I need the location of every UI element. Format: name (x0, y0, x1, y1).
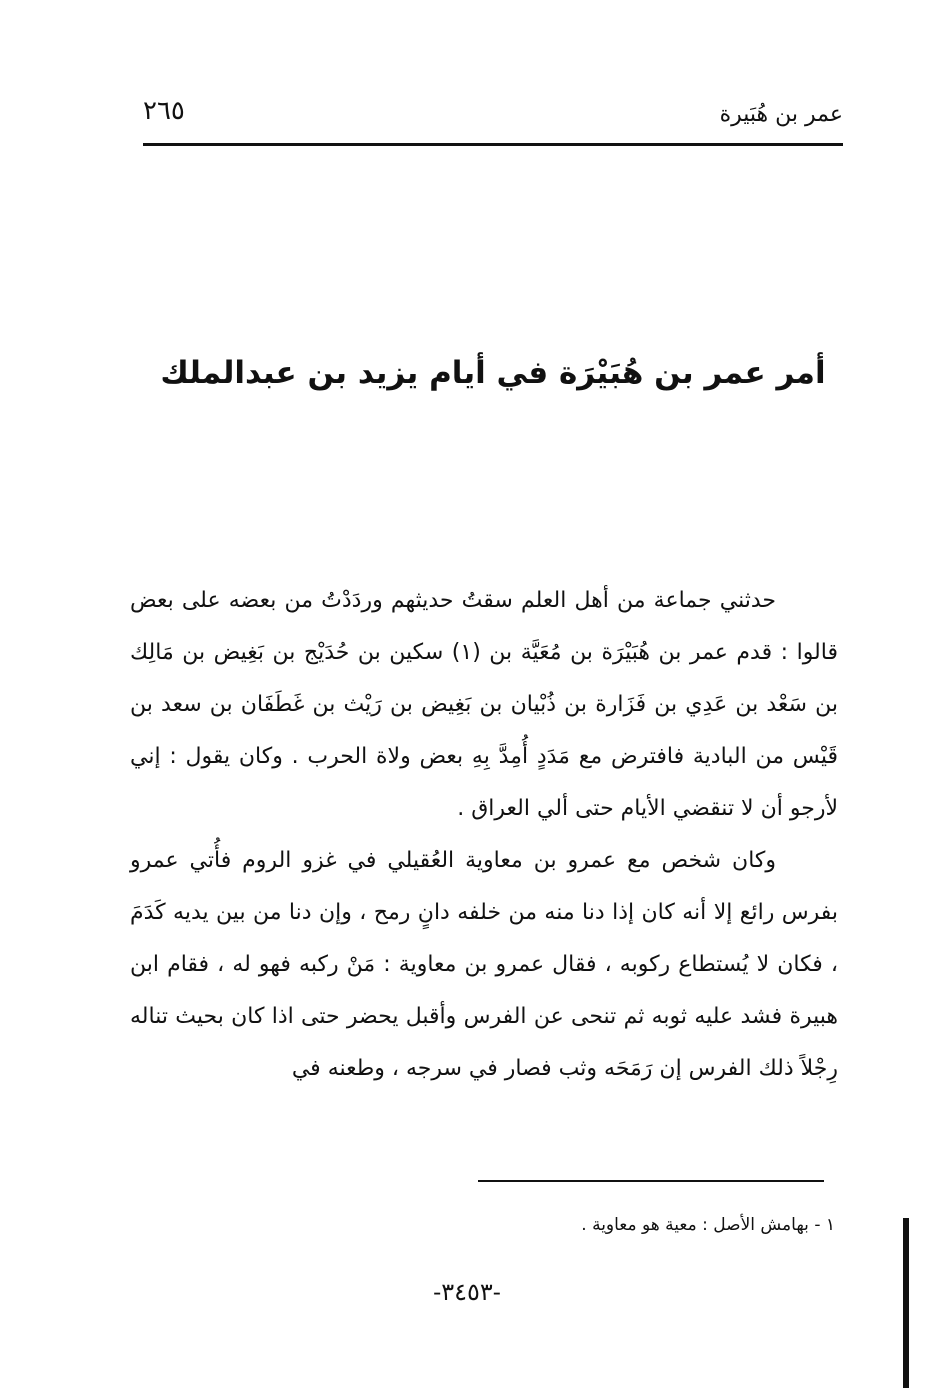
paragraph: وكان شخص مع عمرو بن معاوية العُقيلي في غزو الروم فأُتي عمرو بفرس رائع إلا أنه كان إذا دنا منه من خلفه دانٍ رمح ، وإن دنا من بين يديه كَدَمَ ، فكان لا يُستطاع ركوبه ، فقال عمرو بن معاوية : مَنْ ركبه فهو له ، فقام ابن هبيرة فشد عليه ثوبه ثم تنحى عن الفرس وأقبل يحضر حتى اذا كان بحيث تناله رِجْلاً ذلك الفرس إن رَمَحَه وثب فصار في سرجه ، وطعنه في (130, 848, 838, 1081)
running-title: عمر بن هُبَيرة (719, 102, 843, 127)
folio-number: -٣٤٥٣- (433, 1278, 501, 1306)
page-header (143, 92, 843, 142)
header-rule (143, 143, 843, 146)
paragraph: حدثني جماعة من أهل العلم سقتُ حديثهم وردَدْتُ من بعضه على بعض قالوا : قدم عمر بن هُبَيْرَة بن مُعَيَّة بن (١) سكين بن حُدَيْج بن بَغِيض بن مَالِك بن سَعْد بن عَدِي بن فَزَارة بن ذُبْيان بن بَغِيض بن رَيْث بن غَطَفَان بن سعد بن قَيْس من البادية فافترض مع مَدَدٍ أُمِدَّ بِهِ بعض ولاة الحرب . وكان يقول : إني لأرجو أن لا تنقضي الأيام حتى ألي العراق . (130, 588, 838, 821)
page-number: ٢٦٥ (143, 96, 185, 126)
footnote: ١ - بهامش الأصل : معية هو معاوية . (581, 1215, 835, 1235)
body-text (130, 575, 838, 1095)
footnote-rule (478, 1180, 824, 1182)
scan-edge-mark (903, 1218, 909, 1388)
chapter-title: أمر عمر بن هُبَيْرَة في أيام يزيد بن عبدالملك (160, 355, 826, 391)
